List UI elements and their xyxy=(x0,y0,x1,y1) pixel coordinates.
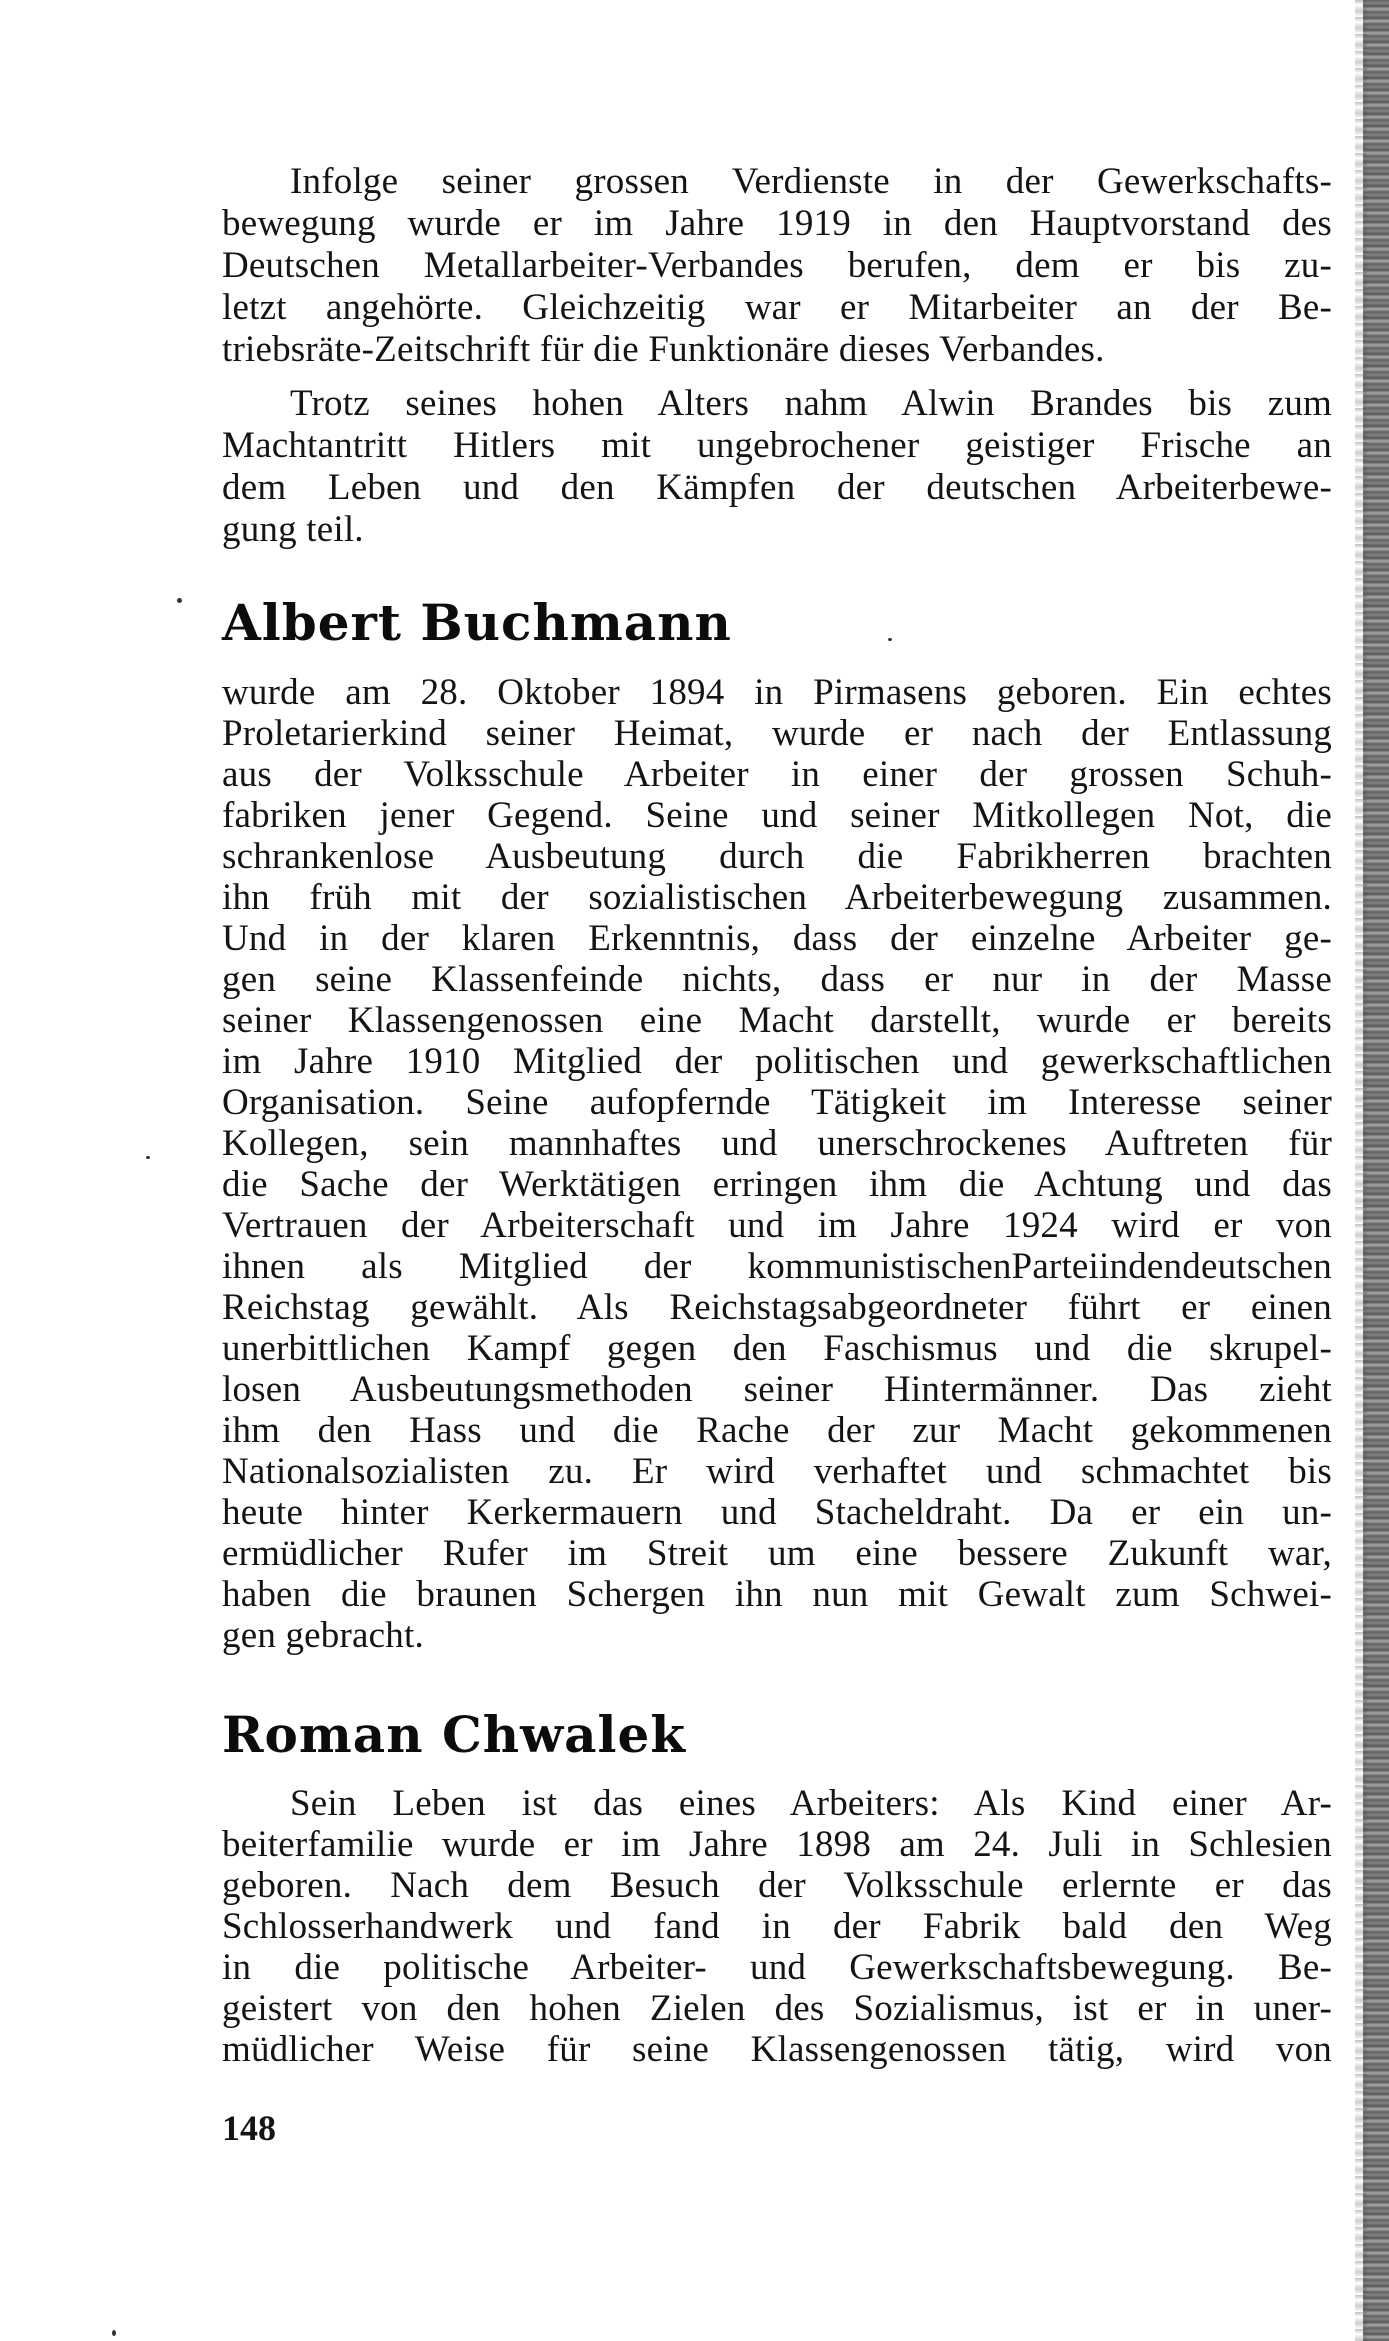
text-line: ihn früh mit der sozialistischen Arbeiterbewegung zusammen. xyxy=(222,877,1332,918)
text-line: ermüdlicher Rufer im Streit um eine bessere Zukunft war, xyxy=(222,1533,1332,1574)
scan-speck xyxy=(146,1156,150,1159)
text-line: triebsräte-Zeitschrift für die Funktionäre dieses Verbandes. xyxy=(222,329,1105,370)
text-line: beiterfamilie wurde er im Jahre 1898 am 24. Juli in Schlesien xyxy=(222,1824,1332,1865)
text-line: dem Leben und den Kämpfen der deutschen Arbeiterbewe- xyxy=(222,467,1332,508)
text-line: Nationalsozialisten zu. Er wird verhaftet und schmachtet bis xyxy=(222,1451,1332,1492)
text-line: ihm den Hass und die Rache der zur Macht gekommenen xyxy=(222,1410,1332,1451)
text-line: fabriken jener Gegend. Seine und seiner Mitkollegen Not, die xyxy=(222,795,1332,836)
text-line: haben die braunen Schergen ihn nun mit Gewalt zum Schwei- xyxy=(222,1574,1332,1615)
text-line: Kollegen, sein mannhaftes und unerschrockenes Auftreten für xyxy=(222,1123,1332,1164)
scan-speck xyxy=(112,2330,116,2336)
text-line: Infolge seiner grossen Verdienste in der Gewerkschafts- xyxy=(290,161,1332,202)
text-line: Organisation. Seine aufopfernde Tätigkeit im Interesse seiner xyxy=(222,1082,1332,1123)
text-line: Schlosserhandwerk und fand in der Fabrik bald den Weg xyxy=(222,1906,1332,1947)
text-line: in die politische Arbeiter- und Gewerkschaftsbewegung. Be- xyxy=(222,1947,1332,1988)
scan-speck xyxy=(888,638,892,641)
text-line: Reichstag gewählt. Als Reichstagsabgeordneter führt er einen xyxy=(222,1287,1332,1328)
text-line: Vertrauen der Arbeiterschaft und im Jahre 1924 wird er von xyxy=(222,1205,1332,1246)
text-line: müdlicher Weise für seine Klassengenossen tätig, wird von xyxy=(222,2029,1332,2070)
page-number: 148 xyxy=(222,2108,276,2148)
scan-speck xyxy=(177,598,182,603)
text-line: Sein Leben ist das eines Arbeiters: Als Kind einer Ar- xyxy=(290,1783,1332,1824)
text-line: wurde am 28. Oktober 1894 in Pirmasens geboren. Ein echtes xyxy=(222,672,1332,713)
text-line: Deutschen Metallarbeiter-Verbandes berufen, dem er bis zu- xyxy=(222,245,1332,286)
text-line: gung teil. xyxy=(222,509,364,550)
text-line: aus der Volksschule Arbeiter in einer der grossen Schuh- xyxy=(222,754,1332,795)
text-line: unerbittlichen Kampf gegen den Faschismus und die skrupel- xyxy=(222,1328,1332,1369)
text-line: geistert von den hohen Zielen des Sozialismus, ist er in uner- xyxy=(222,1988,1332,2029)
text-line: Und in der klaren Erkenntnis, dass der einzelne Arbeiter ge- xyxy=(222,918,1332,959)
text-line: bewegung wurde er im Jahre 1919 in den Hauptvorstand des xyxy=(222,203,1332,244)
section-heading-roman-chwalek: Roman Chwalek xyxy=(222,1705,687,1764)
text-line: ihnen als Mitglied der kommunistischenParteiindendeutschen xyxy=(222,1246,1332,1287)
text-line: Machtantritt Hitlers mit ungebrochener geistiger Frische an xyxy=(222,425,1332,466)
text-line: heute hinter Kerkermauern und Stacheldraht. Da er ein un- xyxy=(222,1492,1332,1533)
scan-edge-fade xyxy=(1355,0,1367,2341)
text-line: schrankenlose Ausbeutung durch die Fabrikherren brachten xyxy=(222,836,1332,877)
text-line: die Sache der Werktätigen erringen ihm die Achtung und das xyxy=(222,1164,1332,1205)
text-line: letzt angehörte. Gleichzeitig war er Mitarbeiter an der Be- xyxy=(222,287,1332,328)
text-line: gen seine Klassenfeinde nichts, dass er nur in der Masse xyxy=(222,959,1332,1000)
text-line: Trotz seines hohen Alters nahm Alwin Brandes bis zum xyxy=(290,383,1332,424)
section-heading-albert-buchmann: Albert Buchmann xyxy=(222,593,732,652)
text-line: seiner Klassengenossen eine Macht darstellt, wurde er bereits xyxy=(222,1000,1332,1041)
text-line: Proletarierkind seiner Heimat, wurde er nach der Entlassung xyxy=(222,713,1332,754)
text-line: losen Ausbeutungsmethoden seiner Hintermänner. Das zieht xyxy=(222,1369,1332,1410)
text-line: geboren. Nach dem Besuch der Volksschule erlernte er das xyxy=(222,1865,1332,1906)
text-line: im Jahre 1910 Mitglied der politischen und gewerkschaftlichen xyxy=(222,1041,1332,1082)
text-line: gen gebracht. xyxy=(222,1615,424,1656)
